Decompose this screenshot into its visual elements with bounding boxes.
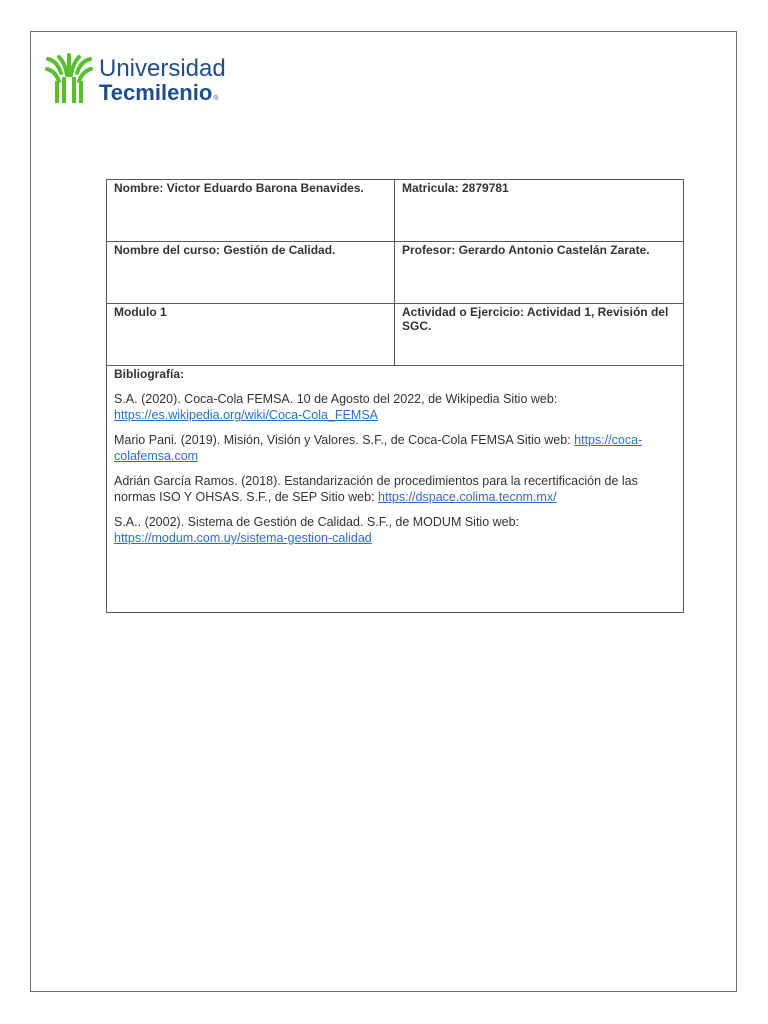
bibliography-entry xyxy=(114,432,677,464)
reference-text: Adrián García Ramos. (2018). Estandarización de procedimientos para la recertificación de las normas ISO Y OHSAS. S.F., de SEP Sitio web: xyxy=(114,474,638,504)
bibliography-entry xyxy=(114,391,677,423)
table-row xyxy=(107,242,684,304)
module-cell: Modulo 1 xyxy=(107,304,395,366)
student-info-table xyxy=(106,179,684,613)
table-row xyxy=(107,366,684,613)
student-id-cell: Matricula: 2879781 xyxy=(395,180,684,242)
university-logo xyxy=(45,53,245,105)
reference-text: S.A.. (2002). Sistema de Gestión de Calidad. S.F., de MODUM Sitio web: xyxy=(114,515,520,529)
bibliography-entry xyxy=(114,473,677,505)
course-name-cell: Nombre del curso: Gestión de Calidad. xyxy=(107,242,395,304)
reference-link[interactable]: https://es.wikipedia.org/wiki/Coca-Cola_FEMSA xyxy=(114,408,378,422)
reference-link[interactable]: https://coca-colafemsa.com xyxy=(114,433,643,463)
tecmilenio-leaf-icon xyxy=(45,53,93,105)
reference-text: S.A. (2020). Coca-Cola FEMSA. 10 de Agosto del 2022, de Wikipedia Sitio web: xyxy=(114,392,558,406)
logo-text-tecmilenio-word: Tecmilenio xyxy=(99,80,213,105)
bibliography-cell xyxy=(107,366,684,613)
reference-link[interactable]: https://dspace.colima.tecnm.mx/ xyxy=(378,490,557,504)
activity-cell: Actividad o Ejercicio: Actividad 1, Revisión del SGC. xyxy=(395,304,684,366)
table-row xyxy=(107,180,684,242)
bibliography-entry xyxy=(114,514,677,546)
reference-text: Mario Pani. (2019). Misión, Visión y Valores. S.F., de Coca-Cola FEMSA Sitio web: xyxy=(114,433,575,447)
student-name-cell: Nombre: Victor Eduardo Barona Benavides. xyxy=(107,180,395,242)
registered-mark: ® xyxy=(213,95,219,102)
logo-text-universidad: Universidad xyxy=(99,55,226,82)
professor-cell: Profesor: Gerardo Antonio Castelán Zarate. xyxy=(395,242,684,304)
table-row xyxy=(107,304,684,366)
logo-text-tecmilenio xyxy=(99,80,218,106)
reference-link[interactable]: https://modum.com.uy/sistema-gestion-calidad xyxy=(114,531,372,545)
bibliography-title: Bibliografía: xyxy=(114,367,185,381)
